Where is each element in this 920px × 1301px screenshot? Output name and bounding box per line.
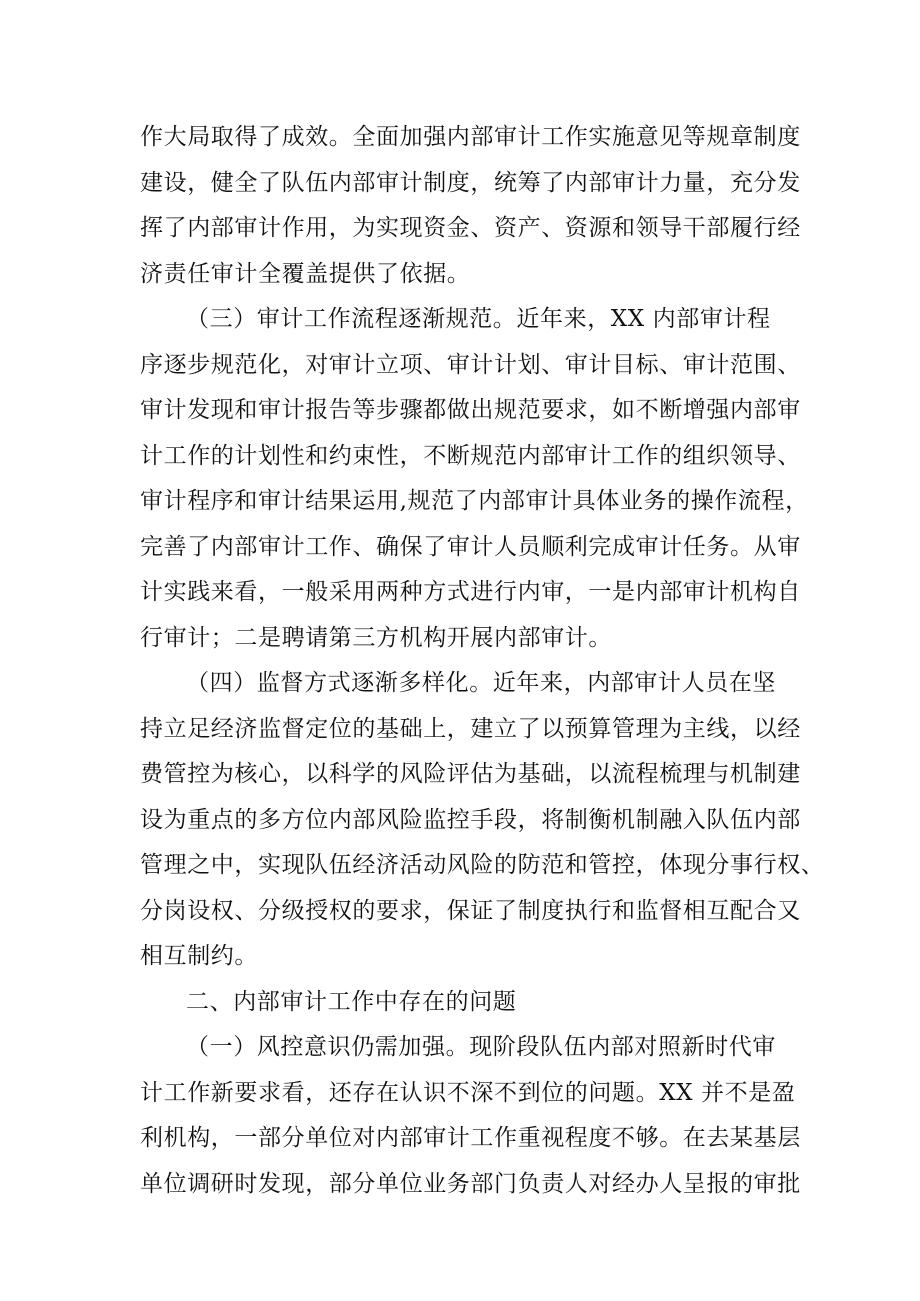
text-line: 管理之中，实现队伍经济活动风险的防范和管控，体现分事行权、	[140, 852, 825, 878]
text-line: 济责任审计全覆盖提供了依据。	[140, 260, 471, 287]
text-line: 利机构，一部分单位对内部审计工作重视程度不够。在去某基层	[140, 1125, 801, 1151]
text-line: 作大局取得了成效。全面加强内部审计工作实施意见等规章制度	[140, 124, 801, 150]
chapter-heading-2: 二、内部审计工作中存在的问题	[186, 988, 517, 1015]
text-line: 审计发现和审计报告等步骤都做出规范要求，如不断增强内部审	[140, 397, 801, 423]
text-line: 分岗设权、分级授权的要求，保证了制度执行和监督相互配合又	[140, 897, 801, 924]
text-line: 计工作的计划性和约束性，不断规范内部审计工作的组织领导、	[140, 442, 801, 469]
document-body	[140, 115, 825, 1207]
text-line: 完善了内部审计工作、确保了审计人员顺利完成审计任务。从审	[140, 533, 801, 560]
text-line: 设为重点的多方位内部风险监控手段，将制衡机制融入队伍内部	[140, 806, 801, 833]
text-line: 单位调研时发现，部分单位业务部门负责人对经办人呈报的审批	[140, 1170, 801, 1197]
text-line: 持立足经济监督定位的基础上，建立了以预算管理为主线，以经	[140, 715, 801, 742]
text-line: 建设，健全了队伍内部审计制度，统筹了内部审计力量，充分发	[140, 169, 801, 196]
text-line: 行审计；二是聘请第三方机构开展内部审计。	[140, 624, 612, 651]
section-heading-1: （一）风控意识仍需加强。现阶段队伍内部对照新时代审	[186, 1034, 776, 1060]
section-heading-4: （四）监督方式逐渐多样化。近年来，内部审计人员在坚	[186, 670, 776, 696]
text-line: 序逐步规范化，对审计立项、审计计划、审计目标、审计范围、	[140, 351, 801, 378]
text-line: 相互制约。	[140, 943, 258, 969]
text-line: 计实践来看，一般采用两种方式进行内审，一是内部审计机构自	[140, 579, 801, 605]
text-line: 费管控为核心，以科学的风险评估为基础，以流程梳理与机制建	[140, 761, 801, 787]
section-heading-3: （三）审计工作流程逐渐规范。近年来，XX 内部审计程	[186, 306, 771, 332]
text-line: 挥了内部审计作用，为实现资金、资产、资源和领导干部履行经	[140, 215, 801, 241]
text-line: 计工作新要求看，还存在认识不深不到位的问题。XX 并不是盈	[140, 1079, 796, 1106]
text-line: 审计程序和审计结果运用,规范了内部审计具体业务的操作流程，	[140, 488, 809, 514]
